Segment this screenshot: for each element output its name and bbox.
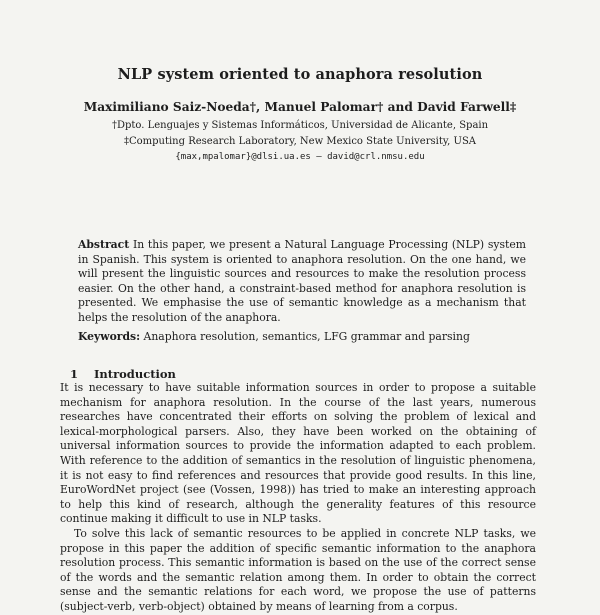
section-heading-introduction	[70, 367, 176, 381]
section-body	[60, 381, 536, 615]
keywords	[78, 330, 538, 343]
abstract	[78, 238, 526, 326]
section-title: Introduction	[94, 367, 176, 381]
keywords-text: Anaphora resolution, semantics, LFG grammar and parsing	[143, 330, 470, 343]
affiliation-alicante: †Dpto. Lenguajes y Sistemas Informáticos, Universidad de Alicante, Spain	[111, 120, 489, 131]
affiliation-nmsu: ‡Computing Research Laboratory, New Mexico State University, USA	[123, 136, 477, 147]
author-list: Maximiliano Saiz-Noeda†, Manuel Palomar† and David Farwell‡	[83, 100, 517, 114]
abstract-text: In this paper, we present a Natural Language Processing (NLP) system in Spanish. This system is oriented to anaphora resolution. On the one hand, we will present the linguistic sources and resources to make the resolution process easier. On the other hand, a constraint-based method for anaphora resolution is presented. We emphasise the use of semantic knowledge as a mechanism that helps the resolution of the anaphora.	[78, 238, 526, 324]
abstract-label: Abstract	[78, 238, 130, 251]
paragraph-1: It is necessary to have suitable information sources in order to propose a suitable mechanism for anaphora resolution. In the course of the last years, numerous researches have concentrated their efforts on solving the problem of lexical and lexical-morphological parsers. Also, they have been worked on the obtaining of universal information sources to provide the information adapted to each problem. With reference to the addition of semantics in the resolution of linguistic phenomena, it is not easy to find references and resources that provide good results. In this line, EuroWordNet project (see (Vossen, 1998)) has tried to make an interesting approach to help this kind of research, although the generality features of this resource continue making it difficult to use in NLP tasks.	[60, 381, 536, 526]
paper-title: NLP system oriented to anaphora resolution	[117, 66, 483, 83]
author-emails: {max,mpalomar}@dlsi.ua.es — david@crl.nmsu.edu	[175, 152, 425, 162]
keywords-label: Keywords:	[78, 330, 141, 343]
paragraph-2: To solve this lack of semantic resources to be applied in concrete NLP tasks, we propose in this paper the addition of specific semantic information to the anaphora resolution process. This semantic information is based on the use of the correct sense of the words and the semantic relation among them. In order to obtain the correct sense and the semantic relations for each word, we propose the use of patterns (subject-verb, verb-object) obtained by means of learning from a corpus.	[60, 526, 536, 613]
section-number: 1	[70, 367, 79, 381]
